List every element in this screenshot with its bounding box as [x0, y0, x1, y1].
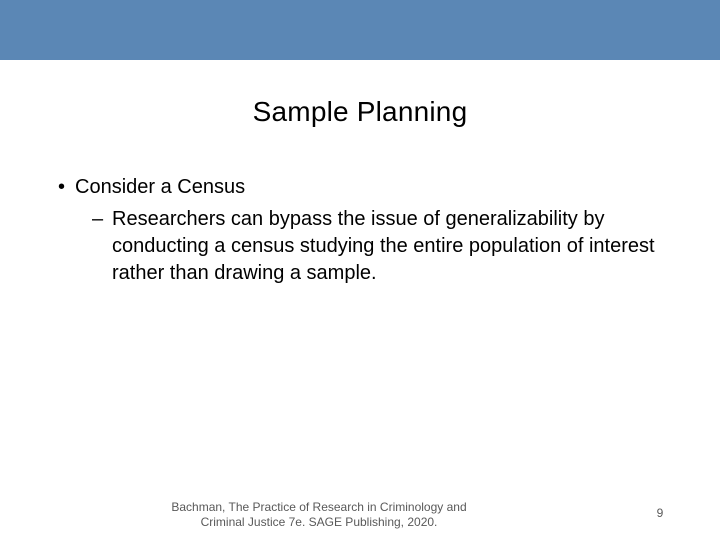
bullet-text: Consider a Census — [75, 176, 246, 198]
footer-citation-line: Criminal Justice 7e. SAGE Publishing, 2020. — [200, 515, 438, 529]
slide-content — [58, 174, 678, 287]
sub-bullet-text: Researchers can bypass the issue of generalizability by conducting a census studying the entire population of interest rather than drawing a sample. — [112, 208, 655, 284]
top-banner — [0, 0, 720, 60]
sub-bullet-item — [92, 206, 678, 287]
bullet-marker-icon: • — [58, 176, 66, 198]
slide-title: Sample Planning — [252, 96, 468, 127]
footer-citation-line: Bachman, The Practice of Research in Criminology and — [171, 500, 467, 514]
slide-number: 9 — [656, 506, 664, 520]
footer-citation — [160, 500, 478, 530]
dash-marker-icon: – — [92, 208, 104, 230]
bullet-item — [58, 174, 678, 201]
